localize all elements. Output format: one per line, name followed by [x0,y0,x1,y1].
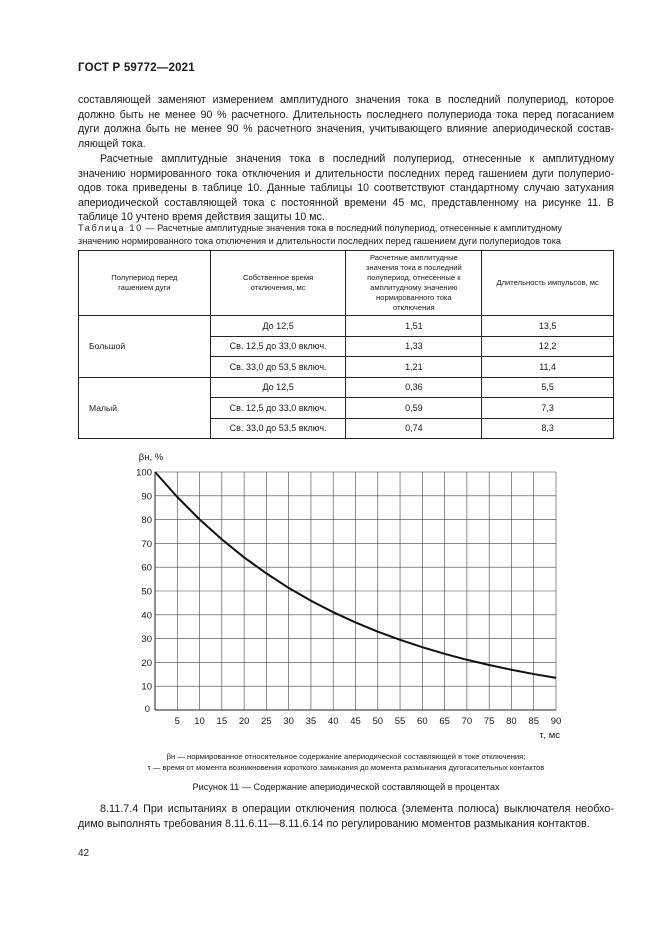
table-caption-line1: — Расчетные амплитудные значения тока в последний полупериод, отнесенные к амплитудному [142,223,562,233]
x-tick-label: 25 [261,716,272,727]
y-tick-label: 80 [141,515,152,527]
x-tick-label: 65 [439,716,450,727]
y-tick-label: 60 [141,562,152,574]
table-cell: Св. 12,5 до 33,0 включ. [210,398,346,419]
y-axis-label: βн, % [138,452,164,463]
page-number: 42 [78,848,90,859]
text-line: должно быть не менее 90 % расчетного. Длительность последнего полупериода тока перед погасанием [78,108,614,121]
text-line: Расчетные амплитудные значения тока в последний полупериод, отнесенные к амплитудному [100,153,614,165]
table-cell: 13,5 [482,316,614,337]
y-tick-label: 70 [141,538,152,550]
chart-figure-11 [120,445,580,745]
x-tick-label: 40 [327,716,339,727]
text-line: димо выполнять требования 8.11.6.11—8.11.6.14 по регулированию моментов размыкания контактов. [78,817,590,830]
text-line: таблице 10 учтено время действия защиты 10 мс. [78,211,325,224]
y-tick-label: 10 [141,681,152,693]
table-header-cell: Длительность импульсов, мс [482,251,614,316]
text-line: значению нормированного тока отключения и длительности последних перед гашением дуги полуперио- [78,167,614,180]
table-cell: 11,4 [482,357,614,378]
x-tick-label: 20 [238,716,250,727]
table-cell: 8,3 [482,418,614,439]
x-tick-label: 70 [461,716,473,727]
y-tick-label: 20 [141,657,152,669]
table-cell-half-period: Большой [79,316,211,378]
table-cell: Св. 33,0 до 53,5 включ. [210,357,346,378]
x-tick-label: 55 [394,716,406,727]
x-tick-label: 10 [194,716,205,727]
y-tick-label: 30 [141,634,152,646]
table-cell: До 12,5 [210,316,346,337]
y-tick-label: 90 [141,491,152,503]
document-id: ГОСТ Р 59772—2021 [78,62,195,74]
table-cell: 0,59 [346,398,482,419]
text-line: апериодической составляющей тока с постоянной времени 45 мс, представленному на рисунке 11. В [78,196,614,209]
table-10 [78,250,614,439]
x-tick-label: 30 [283,716,294,727]
table-cell: До 12,5 [210,377,346,398]
y-tick-label: 40 [141,610,152,622]
y-tick-label: 50 [141,586,152,598]
text-line: 8.11.7.4 При испытаниях в операции отключения полюса (элемента полюса) выключателя необхо- [100,803,614,815]
x-tick-label: 50 [372,716,384,727]
origin-label: 0 [144,704,150,715]
table-caption-label: Таблица 10 [78,223,143,233]
table-cell: 0,36 [346,377,482,398]
table-cell: 7,3 [482,398,614,419]
table-cell: 5,5 [482,377,614,398]
table-header-cell: Расчетные амплитудные значения тока в последний полупериод, отнесенные к амплитудному значению нормированного тока отключения [346,251,482,316]
x-tick-label: 5 [174,716,180,727]
table-row [79,316,614,337]
text-line: составляющей заменяют измерением амплитудного значения тока в последний полупериод, которое [78,94,614,106]
table-header-cell: Полупериод перед гашением дуги [79,251,211,316]
table-row [79,377,614,398]
figure-caption: Рисунок 11 — Содержание апериодической составляющей в процентах [192,782,500,792]
table-cell: 1,21 [346,357,482,378]
x-tick-label: 90 [550,716,562,727]
table-header-cell: Собственное время отключения, мс [210,251,346,316]
table-cell: 1,33 [346,336,482,357]
x-tick-label: 45 [350,716,361,727]
table-cell: Св. 12,5 до 33,0 включ. [210,336,346,357]
text-line: ляющей тока. [78,137,146,150]
figure-legend [78,751,614,773]
x-axis-label: τ, мс [539,730,560,741]
paragraph-3 [78,802,614,831]
x-tick-label: 85 [528,716,540,727]
paragraph-1 [78,93,614,151]
table-cell: 0,74 [346,418,482,439]
table-cell-half-period: Малый [79,377,211,439]
table-cell: 12,2 [482,336,614,357]
legend-line-beta: βн — нормированное относительное содержание апериодической составляющей в токе отключения; [166,752,526,761]
legend-line-tau: τ — время от момента возникновения короткого замыкания до момента размыкания дугогасительных контактов [147,763,545,772]
table-caption [78,222,614,247]
table-caption-line2: значению нормированного тока отключения и длительности последних перед гашением дуги полупериодов тока [78,235,562,246]
table-cell: 1,51 [346,316,482,337]
paragraph-2 [78,152,614,225]
x-tick-label: 60 [417,716,428,727]
text-line: одов тока приведены в таблице 10. Данные таблицы 10 соответствуют стандартному случаю затухания [78,182,614,195]
table-cell: Св. 33,0 до 53,5 включ. [210,418,346,439]
x-tick-label: 80 [506,716,517,727]
text-line: дуги должна быть не менее 90 % расчетного значения, учитывающего влияние апериодической состав- [78,123,614,136]
x-tick-label: 15 [216,716,228,727]
x-tick-label: 75 [483,716,495,727]
x-tick-label: 35 [305,716,317,727]
table-header-row [79,251,614,316]
y-tick-label: 100 [136,467,152,479]
